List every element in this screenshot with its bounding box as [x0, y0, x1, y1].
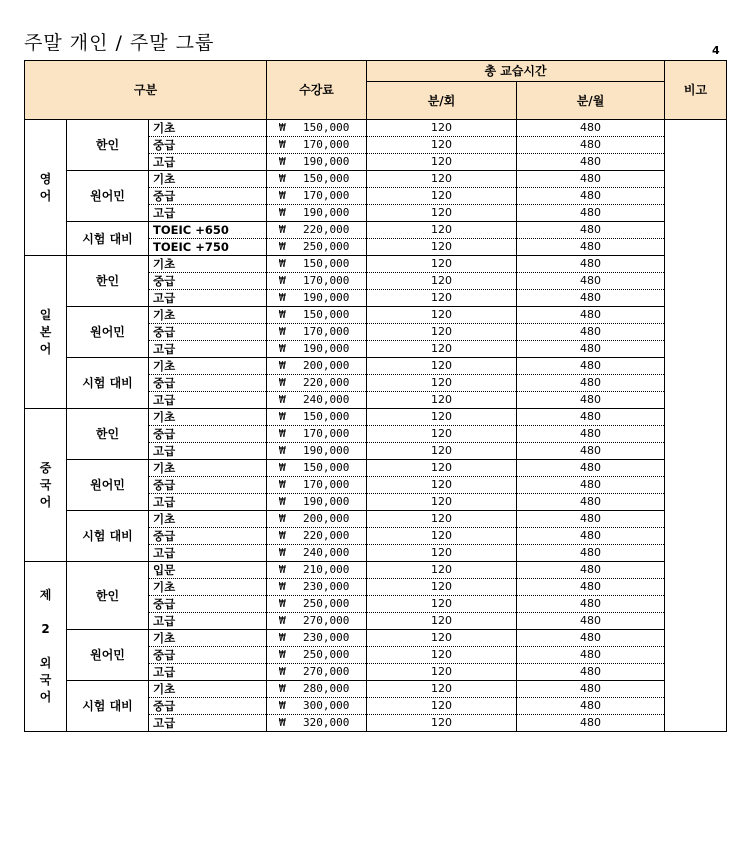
per-month-cell: 480	[517, 596, 665, 613]
won-symbol: ₩	[279, 427, 286, 440]
fee-value: 320,000	[303, 716, 350, 729]
won-symbol: ₩	[279, 342, 286, 355]
level-cell: 중급	[149, 188, 267, 205]
per-session-cell: 120	[367, 409, 517, 426]
won-symbol: ₩	[279, 648, 286, 661]
fee-cell	[267, 205, 367, 222]
level-cell: 중급	[149, 477, 267, 494]
per-session-cell: 120	[367, 681, 517, 698]
fee-cell	[267, 528, 367, 545]
group-cell: 시험 대비	[67, 681, 149, 732]
level-cell: 중급	[149, 137, 267, 154]
header-category: 구분	[25, 61, 267, 120]
per-month-cell: 480	[517, 341, 665, 358]
table-row	[25, 460, 727, 477]
won-symbol: ₩	[279, 478, 286, 491]
language-name-line: 중	[39, 460, 52, 475]
fee-cell	[267, 171, 367, 188]
level-cell: 기초	[149, 681, 267, 698]
fee-cell	[267, 409, 367, 426]
per-month-cell: 480	[517, 307, 665, 324]
fee-value: 270,000	[303, 614, 350, 627]
language-cell	[25, 120, 67, 256]
per-month-cell: 480	[517, 681, 665, 698]
per-session-cell: 120	[367, 426, 517, 443]
per-month-cell: 480	[517, 460, 665, 477]
language-name-line: 2	[41, 622, 50, 636]
per-month-cell: 480	[517, 443, 665, 460]
fee-cell	[267, 120, 367, 137]
per-month-cell: 480	[517, 137, 665, 154]
per-month-cell: 480	[517, 528, 665, 545]
level-cell: 기초	[149, 256, 267, 273]
per-session-cell: 120	[367, 647, 517, 664]
level-cell: 중급	[149, 324, 267, 341]
group-cell: 한인	[67, 120, 149, 171]
language-name-line: 국	[39, 477, 52, 492]
fee-cell	[267, 443, 367, 460]
won-symbol: ₩	[279, 291, 286, 304]
fee-cell	[267, 188, 367, 205]
language-name-line: 본	[39, 324, 52, 339]
fee-cell	[267, 256, 367, 273]
fee-value: 150,000	[303, 410, 350, 423]
per-session-cell: 120	[367, 256, 517, 273]
level-cell: 고급	[149, 154, 267, 171]
won-symbol: ₩	[279, 274, 286, 287]
per-session-cell: 120	[367, 392, 517, 409]
group-cell: 원어민	[67, 171, 149, 222]
level-cell: 중급	[149, 426, 267, 443]
per-session-cell: 120	[367, 528, 517, 545]
fee-value: 150,000	[303, 172, 350, 185]
header-per-session: 분/회	[367, 82, 517, 120]
per-session-cell: 120	[367, 341, 517, 358]
fee-cell	[267, 698, 367, 715]
per-month-cell: 480	[517, 664, 665, 681]
per-month-cell: 480	[517, 273, 665, 290]
table-row	[25, 120, 727, 137]
table-row	[25, 307, 727, 324]
fee-value: 230,000	[303, 631, 350, 644]
per-month-cell: 480	[517, 545, 665, 562]
won-symbol: ₩	[279, 172, 286, 185]
fee-value: 220,000	[303, 376, 350, 389]
per-session-cell: 120	[367, 562, 517, 579]
won-symbol: ₩	[279, 376, 286, 389]
fee-cell	[267, 562, 367, 579]
fee-value: 250,000	[303, 240, 350, 253]
per-session-cell: 120	[367, 222, 517, 239]
fee-value: 150,000	[303, 257, 350, 270]
header-total-time: 총 교습시간	[367, 61, 665, 82]
group-cell: 시험 대비	[67, 511, 149, 562]
level-cell: 중급	[149, 698, 267, 715]
table-row	[25, 256, 727, 273]
language-name-line	[25, 638, 66, 655]
fee-cell	[267, 545, 367, 562]
per-month-cell: 480	[517, 222, 665, 239]
won-symbol: ₩	[279, 699, 286, 712]
per-session-cell: 120	[367, 188, 517, 205]
per-session-cell: 120	[367, 477, 517, 494]
per-month-cell: 480	[517, 256, 665, 273]
won-symbol: ₩	[279, 189, 286, 202]
group-cell: 원어민	[67, 630, 149, 681]
fee-cell	[267, 358, 367, 375]
won-symbol: ₩	[279, 308, 286, 321]
level-cell: 기초	[149, 579, 267, 596]
language-name-line: 어	[39, 341, 52, 356]
table-row	[25, 358, 727, 375]
level-cell: 기초	[149, 307, 267, 324]
fee-cell	[267, 375, 367, 392]
level-cell: TOEIC +750	[149, 239, 267, 256]
fee-value: 170,000	[303, 274, 350, 287]
won-symbol: ₩	[279, 563, 286, 576]
language-cell	[25, 562, 67, 732]
per-month-cell: 480	[517, 358, 665, 375]
level-cell: 고급	[149, 494, 267, 511]
fee-value: 150,000	[303, 461, 350, 474]
per-session-cell: 120	[367, 120, 517, 137]
per-month-cell: 480	[517, 239, 665, 256]
language-name-line: 외	[39, 656, 52, 670]
tuition-table	[24, 60, 727, 732]
group-cell: 한인	[67, 562, 149, 630]
fee-cell	[267, 613, 367, 630]
fee-value: 190,000	[303, 206, 350, 219]
fee-cell	[267, 290, 367, 307]
fee-cell	[267, 494, 367, 511]
table-row	[25, 562, 727, 579]
won-symbol: ₩	[279, 631, 286, 644]
fee-value: 170,000	[303, 478, 350, 491]
level-cell: 고급	[149, 443, 267, 460]
per-session-cell: 120	[367, 290, 517, 307]
fee-value: 190,000	[303, 291, 350, 304]
per-month-cell: 480	[517, 324, 665, 341]
won-symbol: ₩	[279, 155, 286, 168]
per-month-cell: 480	[517, 630, 665, 647]
per-session-cell: 120	[367, 613, 517, 630]
table-body	[25, 120, 727, 732]
level-cell: 고급	[149, 290, 267, 307]
per-month-cell: 480	[517, 647, 665, 664]
header-note: 비고	[665, 61, 727, 120]
won-symbol: ₩	[279, 240, 286, 253]
per-session-cell: 120	[367, 171, 517, 188]
language-name-line: 국	[39, 673, 52, 687]
per-session-cell: 120	[367, 307, 517, 324]
per-month-cell: 480	[517, 477, 665, 494]
fee-value: 150,000	[303, 121, 350, 134]
won-symbol: ₩	[279, 461, 286, 474]
level-cell: 고급	[149, 205, 267, 222]
level-cell: 고급	[149, 715, 267, 732]
table-row	[25, 681, 727, 698]
fee-cell	[267, 239, 367, 256]
fee-cell	[267, 307, 367, 324]
table-row	[25, 630, 727, 647]
per-session-cell: 120	[367, 137, 517, 154]
fee-value: 250,000	[303, 648, 350, 661]
won-symbol: ₩	[279, 512, 286, 525]
level-cell: 중급	[149, 596, 267, 613]
fee-value: 210,000	[303, 563, 350, 576]
per-session-cell: 120	[367, 630, 517, 647]
level-cell: 기초	[149, 171, 267, 188]
won-symbol: ₩	[279, 393, 286, 406]
fee-cell	[267, 477, 367, 494]
per-session-cell: 120	[367, 715, 517, 732]
per-month-cell: 480	[517, 290, 665, 307]
per-session-cell: 120	[367, 443, 517, 460]
fee-cell	[267, 154, 367, 171]
fee-value: 190,000	[303, 155, 350, 168]
level-cell: 기초	[149, 630, 267, 647]
level-cell: 고급	[149, 392, 267, 409]
level-cell: 고급	[149, 545, 267, 562]
group-cell: 원어민	[67, 307, 149, 358]
per-month-cell: 480	[517, 562, 665, 579]
language-name-line: 영	[39, 171, 52, 186]
fee-value: 250,000	[303, 597, 350, 610]
fee-value: 220,000	[303, 529, 350, 542]
fee-cell	[267, 681, 367, 698]
won-symbol: ₩	[279, 223, 286, 236]
note-cell	[665, 120, 727, 732]
group-cell: 한인	[67, 409, 149, 460]
won-symbol: ₩	[279, 257, 286, 270]
fee-value: 270,000	[303, 665, 350, 678]
group-cell: 시험 대비	[67, 358, 149, 409]
fee-value: 170,000	[303, 189, 350, 202]
won-symbol: ₩	[279, 597, 286, 610]
per-month-cell: 480	[517, 613, 665, 630]
fee-value: 280,000	[303, 682, 350, 695]
per-month-cell: 480	[517, 375, 665, 392]
won-symbol: ₩	[279, 546, 286, 559]
language-cell	[25, 409, 67, 562]
language-name-line: 어	[39, 494, 52, 509]
fee-cell	[267, 460, 367, 477]
won-symbol: ₩	[279, 325, 286, 338]
per-month-cell: 480	[517, 698, 665, 715]
level-cell: 고급	[149, 613, 267, 630]
won-symbol: ₩	[279, 410, 286, 423]
won-symbol: ₩	[279, 495, 286, 508]
fee-cell	[267, 426, 367, 443]
per-month-cell: 480	[517, 188, 665, 205]
level-cell: 고급	[149, 664, 267, 681]
fee-value: 300,000	[303, 699, 350, 712]
fee-cell	[267, 273, 367, 290]
level-cell: 기초	[149, 511, 267, 528]
group-cell: 원어민	[67, 460, 149, 511]
per-session-cell: 120	[367, 358, 517, 375]
fee-cell	[267, 664, 367, 681]
per-session-cell: 120	[367, 460, 517, 477]
won-symbol: ₩	[279, 121, 286, 134]
table-row	[25, 222, 727, 239]
language-cell	[25, 256, 67, 409]
per-session-cell: 120	[367, 511, 517, 528]
fee-cell	[267, 596, 367, 613]
level-cell: 기초	[149, 409, 267, 426]
language-name-line: 일	[39, 307, 52, 322]
fee-value: 200,000	[303, 359, 350, 372]
fee-value: 240,000	[303, 393, 350, 406]
language-name-line	[25, 604, 66, 621]
group-cell: 한인	[67, 256, 149, 307]
level-cell: 기초	[149, 358, 267, 375]
per-session-cell: 120	[367, 324, 517, 341]
level-cell: 중급	[149, 375, 267, 392]
per-session-cell: 120	[367, 375, 517, 392]
fee-value: 150,000	[303, 308, 350, 321]
won-symbol: ₩	[279, 359, 286, 372]
fee-value: 220,000	[303, 223, 350, 236]
fee-value: 190,000	[303, 495, 350, 508]
fee-cell	[267, 324, 367, 341]
per-session-cell: 120	[367, 239, 517, 256]
level-cell: 중급	[149, 647, 267, 664]
fee-cell	[267, 579, 367, 596]
fee-value: 230,000	[303, 580, 350, 593]
fee-cell	[267, 715, 367, 732]
fee-cell	[267, 630, 367, 647]
per-month-cell: 480	[517, 426, 665, 443]
won-symbol: ₩	[279, 716, 286, 729]
won-symbol: ₩	[279, 665, 286, 678]
fee-value: 200,000	[303, 512, 350, 525]
header-per-month: 분/월	[517, 82, 665, 120]
per-session-cell: 120	[367, 596, 517, 613]
level-cell: 입문	[149, 562, 267, 579]
per-session-cell: 120	[367, 698, 517, 715]
header-fee: 수강료	[267, 61, 367, 120]
level-cell: 고급	[149, 341, 267, 358]
fee-cell	[267, 392, 367, 409]
fee-cell	[267, 341, 367, 358]
fee-value: 190,000	[303, 444, 350, 457]
fee-value: 240,000	[303, 546, 350, 559]
level-cell: 중급	[149, 273, 267, 290]
per-month-cell: 480	[517, 494, 665, 511]
per-session-cell: 120	[367, 494, 517, 511]
per-month-cell: 480	[517, 154, 665, 171]
won-symbol: ₩	[279, 138, 286, 151]
per-month-cell: 480	[517, 579, 665, 596]
per-session-cell: 120	[367, 205, 517, 222]
table-row	[25, 171, 727, 188]
fee-cell	[267, 647, 367, 664]
page-title: 주말 개인 / 주말 그룹	[24, 32, 215, 54]
per-month-cell: 480	[517, 171, 665, 188]
fee-cell	[267, 137, 367, 154]
per-session-cell: 120	[367, 664, 517, 681]
per-month-cell: 480	[517, 715, 665, 732]
table-row	[25, 409, 727, 426]
per-month-cell: 480	[517, 409, 665, 426]
level-cell: 기초	[149, 460, 267, 477]
per-session-cell: 120	[367, 154, 517, 171]
fee-value: 170,000	[303, 325, 350, 338]
per-month-cell: 480	[517, 120, 665, 137]
per-month-cell: 480	[517, 205, 665, 222]
fee-value: 170,000	[303, 138, 350, 151]
won-symbol: ₩	[279, 444, 286, 457]
level-cell: 중급	[149, 528, 267, 545]
level-cell: 기초	[149, 120, 267, 137]
won-symbol: ₩	[279, 614, 286, 627]
table-row	[25, 511, 727, 528]
fee-cell	[267, 511, 367, 528]
page-number: 4	[712, 44, 720, 57]
won-symbol: ₩	[279, 580, 286, 593]
group-cell: 시험 대비	[67, 222, 149, 256]
language-name-line: 제	[39, 588, 52, 602]
fee-cell	[267, 222, 367, 239]
language-name-line: 어	[39, 690, 52, 704]
per-session-cell: 120	[367, 273, 517, 290]
per-session-cell: 120	[367, 579, 517, 596]
won-symbol: ₩	[279, 682, 286, 695]
language-name-line: 어	[39, 188, 52, 203]
fee-value: 170,000	[303, 427, 350, 440]
per-session-cell: 120	[367, 545, 517, 562]
level-cell: TOEIC +650	[149, 222, 267, 239]
per-month-cell: 480	[517, 392, 665, 409]
won-symbol: ₩	[279, 529, 286, 542]
per-month-cell: 480	[517, 511, 665, 528]
fee-value: 190,000	[303, 342, 350, 355]
won-symbol: ₩	[279, 206, 286, 219]
